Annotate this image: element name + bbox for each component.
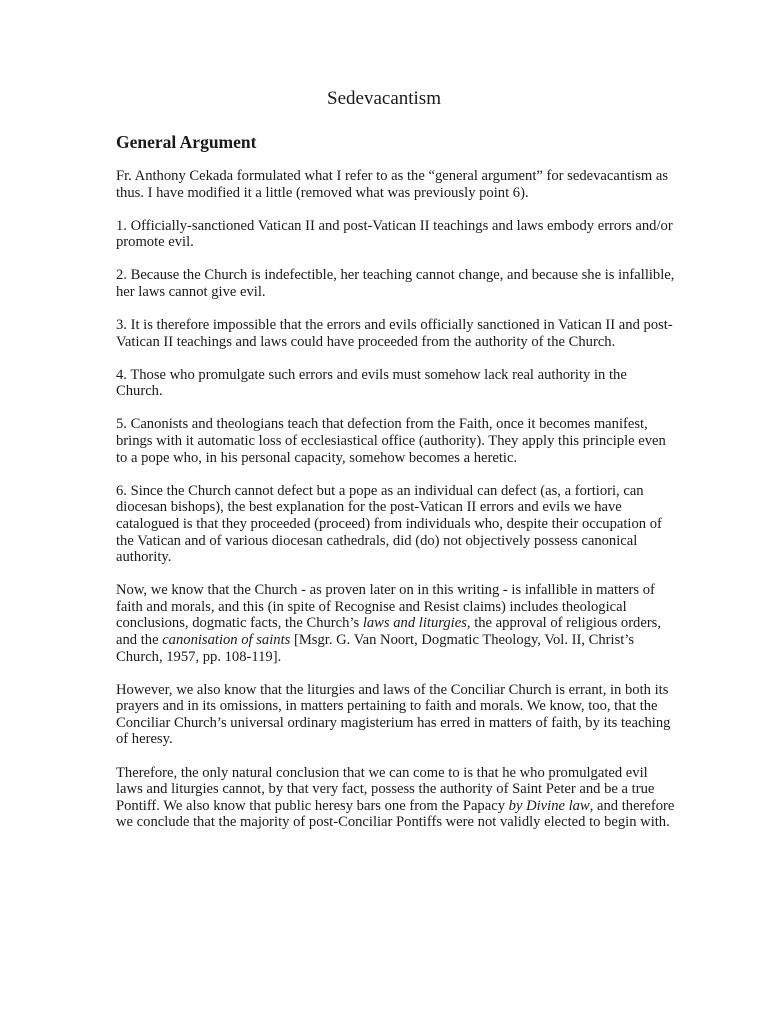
paragraph-text: , and therefore we conclude that the majority of post-Conciliar Pontiffs were not validly elected to begin with. (116, 797, 675, 831)
conciliar-church-paragraph: However, we also know that the liturgies and laws of the Conciliar Church is errant, in both its prayers and in its omissions, in matters pertaining to faith and morals. We know, too, that the Conciliar Church’s universal ordinary magisterium has erred in matters of faith, by its teaching of heresy. (116, 681, 671, 748)
paragraph-text: Therefore, the only natural conclusion that we can come to is that he who promulgated evil laws and liturgies cannot, by that very fact, possess the authority of Saint Peter and be a true Pontiff. We also know that public heresy bars one from the Papacy (116, 764, 655, 814)
emphasis-divine-law: by Divine law (508, 797, 590, 814)
conclusion-paragraph (116, 765, 676, 831)
argument-point-2: 2. Because the Church is indefectible, her teaching cannot change, and because she is infallible, her laws cannot give evil. (116, 267, 675, 300)
document-body (116, 168, 676, 847)
argument-point-3: 3. It is therefore impossible that the errors and evils officially sanctioned in Vatican II and post-Vatican II teachings and laws could have proceeded from the authority of the Church. (116, 317, 673, 350)
argument-point-6: 6. Since the Church cannot defect but a pope as an individual can defect (as, a fortiori, can diocesan bishops), the best explanation for the post-Vatican II errors and evils we have catalogued is that they proceeded (proceed) from individuals who, despite their occupation of the Vatican and of various diocesan cathedrals, did (do) not objectively possess canonical authority. (116, 482, 662, 566)
paragraph-text: [Msgr. G. Van Noort, Dogmatic Theology, Vol. II, Christ’s Church, 1957, pp. 108-119]. (116, 631, 635, 665)
paragraph-text: Now, we know that the Church - as proven later on in this writing - is infallible in matters of faith and morals, and this (in spite of Recognise and Resist claims) includes theological conclusions, dogmatic facts, the Church’s (116, 582, 655, 632)
argument-point-1: 1. Officially-sanctioned Vatican II and post-Vatican II teachings and laws embody errors and/or promote evil. (116, 217, 673, 251)
infallibility-paragraph (116, 582, 676, 665)
argument-point-4: 4. Those who promulgate such errors and evils must somehow lack real authority in the Church. (116, 366, 627, 400)
argument-point-5: 5. Canonists and theologians teach that defection from the Faith, once it becomes manifest, brings with it automatic loss of ecclesiastical office (authority). They apply this principle even to a pope who, in his personal capacity, somehow becomes a heretic. (116, 416, 666, 466)
document-title: Sedevacantism (327, 88, 441, 109)
section-heading: General Argument (116, 132, 257, 152)
emphasis-canonisation-of-saints: canonisation of saints (162, 631, 291, 648)
intro-paragraph: Fr. Anthony Cekada formulated what I refer to as the “general argument” for sedevacantism as thus. I have modified it a little (removed what was previously point 6). (116, 168, 669, 201)
emphasis-laws-and-liturgies: laws and liturgies (362, 615, 467, 632)
paragraph-text: , the approval of religious orders, and the (116, 615, 662, 648)
